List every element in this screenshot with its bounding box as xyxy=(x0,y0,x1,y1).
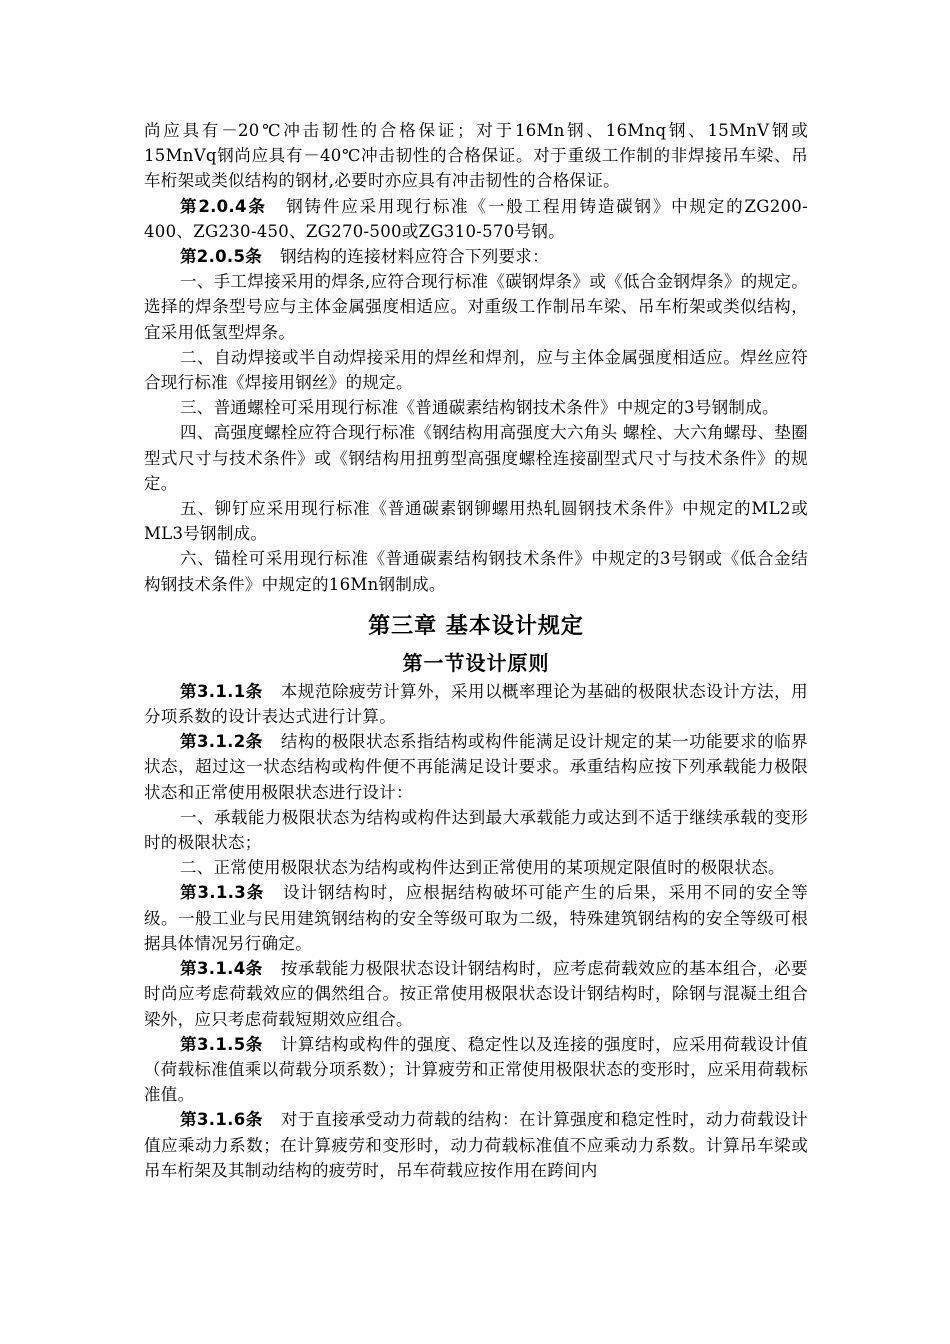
article-text: 设计钢结构时，应根据结构破坏可能产生的后果，采用不同的安全等级。一般工业与民用建筑钢结构的安全等级可取为二级，特殊建筑钢结构的安全等级可根据具体情况另行确定。 xyxy=(144,883,808,953)
list-item: 五、铆钉应采用现行标准《普通碳素钢铆螺用热轧圆钢技术条件》中规定的ML2或ML3号钢制成。 xyxy=(144,499,808,544)
article-text: 按承载能力极限状态设计钢结构时，应考虑荷载效应的基本组合，必要时尚应考虑荷载效应的偶然组合。按正常使用极限状态设计钢结构时，除钢与混凝土组合梁外，应只考虑荷载短期效应组合。 xyxy=(144,959,808,1029)
article-3-1-2 xyxy=(144,729,808,805)
document-page xyxy=(144,118,808,1183)
paragraph-continued: 尚应具有－20℃冲击韧性的合格保证；对于16Mn钢、16Mnq钢、15MnV钢或15MnVq钢尚应具有－40℃冲击韧性的合格保证。对于重级工作制的非焊接吊车梁、吊车桁架或类似结构的钢材,必要时亦应具有冲击韧性的合格保证。 xyxy=(144,121,808,191)
list-item: 四、高强度螺栓应符合现行标准《钢结构用高强度大六角头 螺栓、大六角螺母、垫圈型式尺寸与技术条件》或《钢结构用扭剪型高强度螺栓连接副型式尺寸与技术条件》的规定。 xyxy=(144,423,808,493)
article-text: 本规范除疲劳计算外，采用以概率理论为基础的极限状态设计方法，用分项系数的设计表达式进行计算。 xyxy=(144,681,808,727)
article-text: 钢铸件应采用现行标准《一般工程用铸造碳钢》中规定的ZG200-400、ZG230-450、ZG270-500或ZG310-570号钢。 xyxy=(144,196,808,241)
article-label: 第3.1.1条 xyxy=(180,681,263,701)
section-title: 第一节设计原则 xyxy=(402,650,550,675)
article-label: 第2.0.4条 xyxy=(180,196,267,216)
article-text: 钢结构的连接材料应符合下列要求： xyxy=(280,247,549,267)
list-item: 一、手工焊接采用的焊条,应符合现行标准《碳钢焊条》或《低合金钢焊条》的规定。选择的焊条型号应与主体金属强度相适应。对重级工作制吊车梁、吊车桁架或类似结构，宜采用低氢型焊条。 xyxy=(144,272,808,342)
article-label: 第3.1.5条 xyxy=(180,1034,263,1054)
list-item: 三、普通螺栓可采用现行标准《普通碳素结构钢技术条件》中规定的3号钢制成。 xyxy=(180,398,779,418)
article-2-0-5 xyxy=(144,244,808,269)
article-2-0-4 xyxy=(144,194,808,244)
article-label: 第3.1.3条 xyxy=(180,883,265,903)
article-label: 第3.1.2条 xyxy=(180,732,263,752)
list-item: 六、锚栓可采用现行标准《普通碳素结构钢技术条件》中规定的3号钢或《低合金结构钢技术条件》中规定的16Mn钢制成。 xyxy=(144,549,808,594)
article-text: 结构的极限状态系指结构或构件能满足设计规定的某一功能要求的临界状态，超过这一状态结构或构件便不再能满足设计要求。承重结构应按下列承载能力极限状态和正常使用极限状态进行设计： xyxy=(144,732,808,802)
article-3-1-1 xyxy=(144,679,808,729)
article-text: 对于直接承受动力荷载的结构：在计算强度和稳定性时，动力荷载设计值应乘动力系数；在计算疲劳和变形时，动力荷载标准值不应乘动力系数。计算吊车梁或吊车桁架及其制动结构的疲劳时，吊车荷载应按作用在跨间内 xyxy=(144,1110,808,1180)
article-3-1-4 xyxy=(144,956,808,1032)
article-text: 计算结构或构件的强度、稳定性以及连接的强度时，应采用荷载设计值（荷载标准值乘以荷载分项系数）；计算疲劳和正常使用极限状态的变形时，应采用荷载标准值。 xyxy=(144,1034,808,1105)
chapter-title: 第三章 基本设计规定 xyxy=(368,613,584,639)
list-item: 一、承载能力极限状态为结构或构件达到最大承载能力或达到不适于继续承载的变形时的极限状态； xyxy=(144,807,808,853)
list-item: 二、正常使用极限状态为结构或构件达到正常使用的某项规定限值时的极限状态。 xyxy=(180,858,785,878)
article-label: 第3.1.4条 xyxy=(180,959,263,979)
article-label: 第3.1.6条 xyxy=(180,1110,263,1130)
article-3-1-6 xyxy=(144,1107,808,1183)
article-3-1-3 xyxy=(144,880,808,956)
article-3-1-5 xyxy=(144,1032,808,1108)
article-label: 第2.0.5条 xyxy=(180,247,263,267)
list-item: 二、自动焊接或半自动焊接采用的焊丝和焊剂，应与主体金属强度相适应。焊丝应符合现行标准《焊接用钢丝》的规定。 xyxy=(144,347,808,393)
